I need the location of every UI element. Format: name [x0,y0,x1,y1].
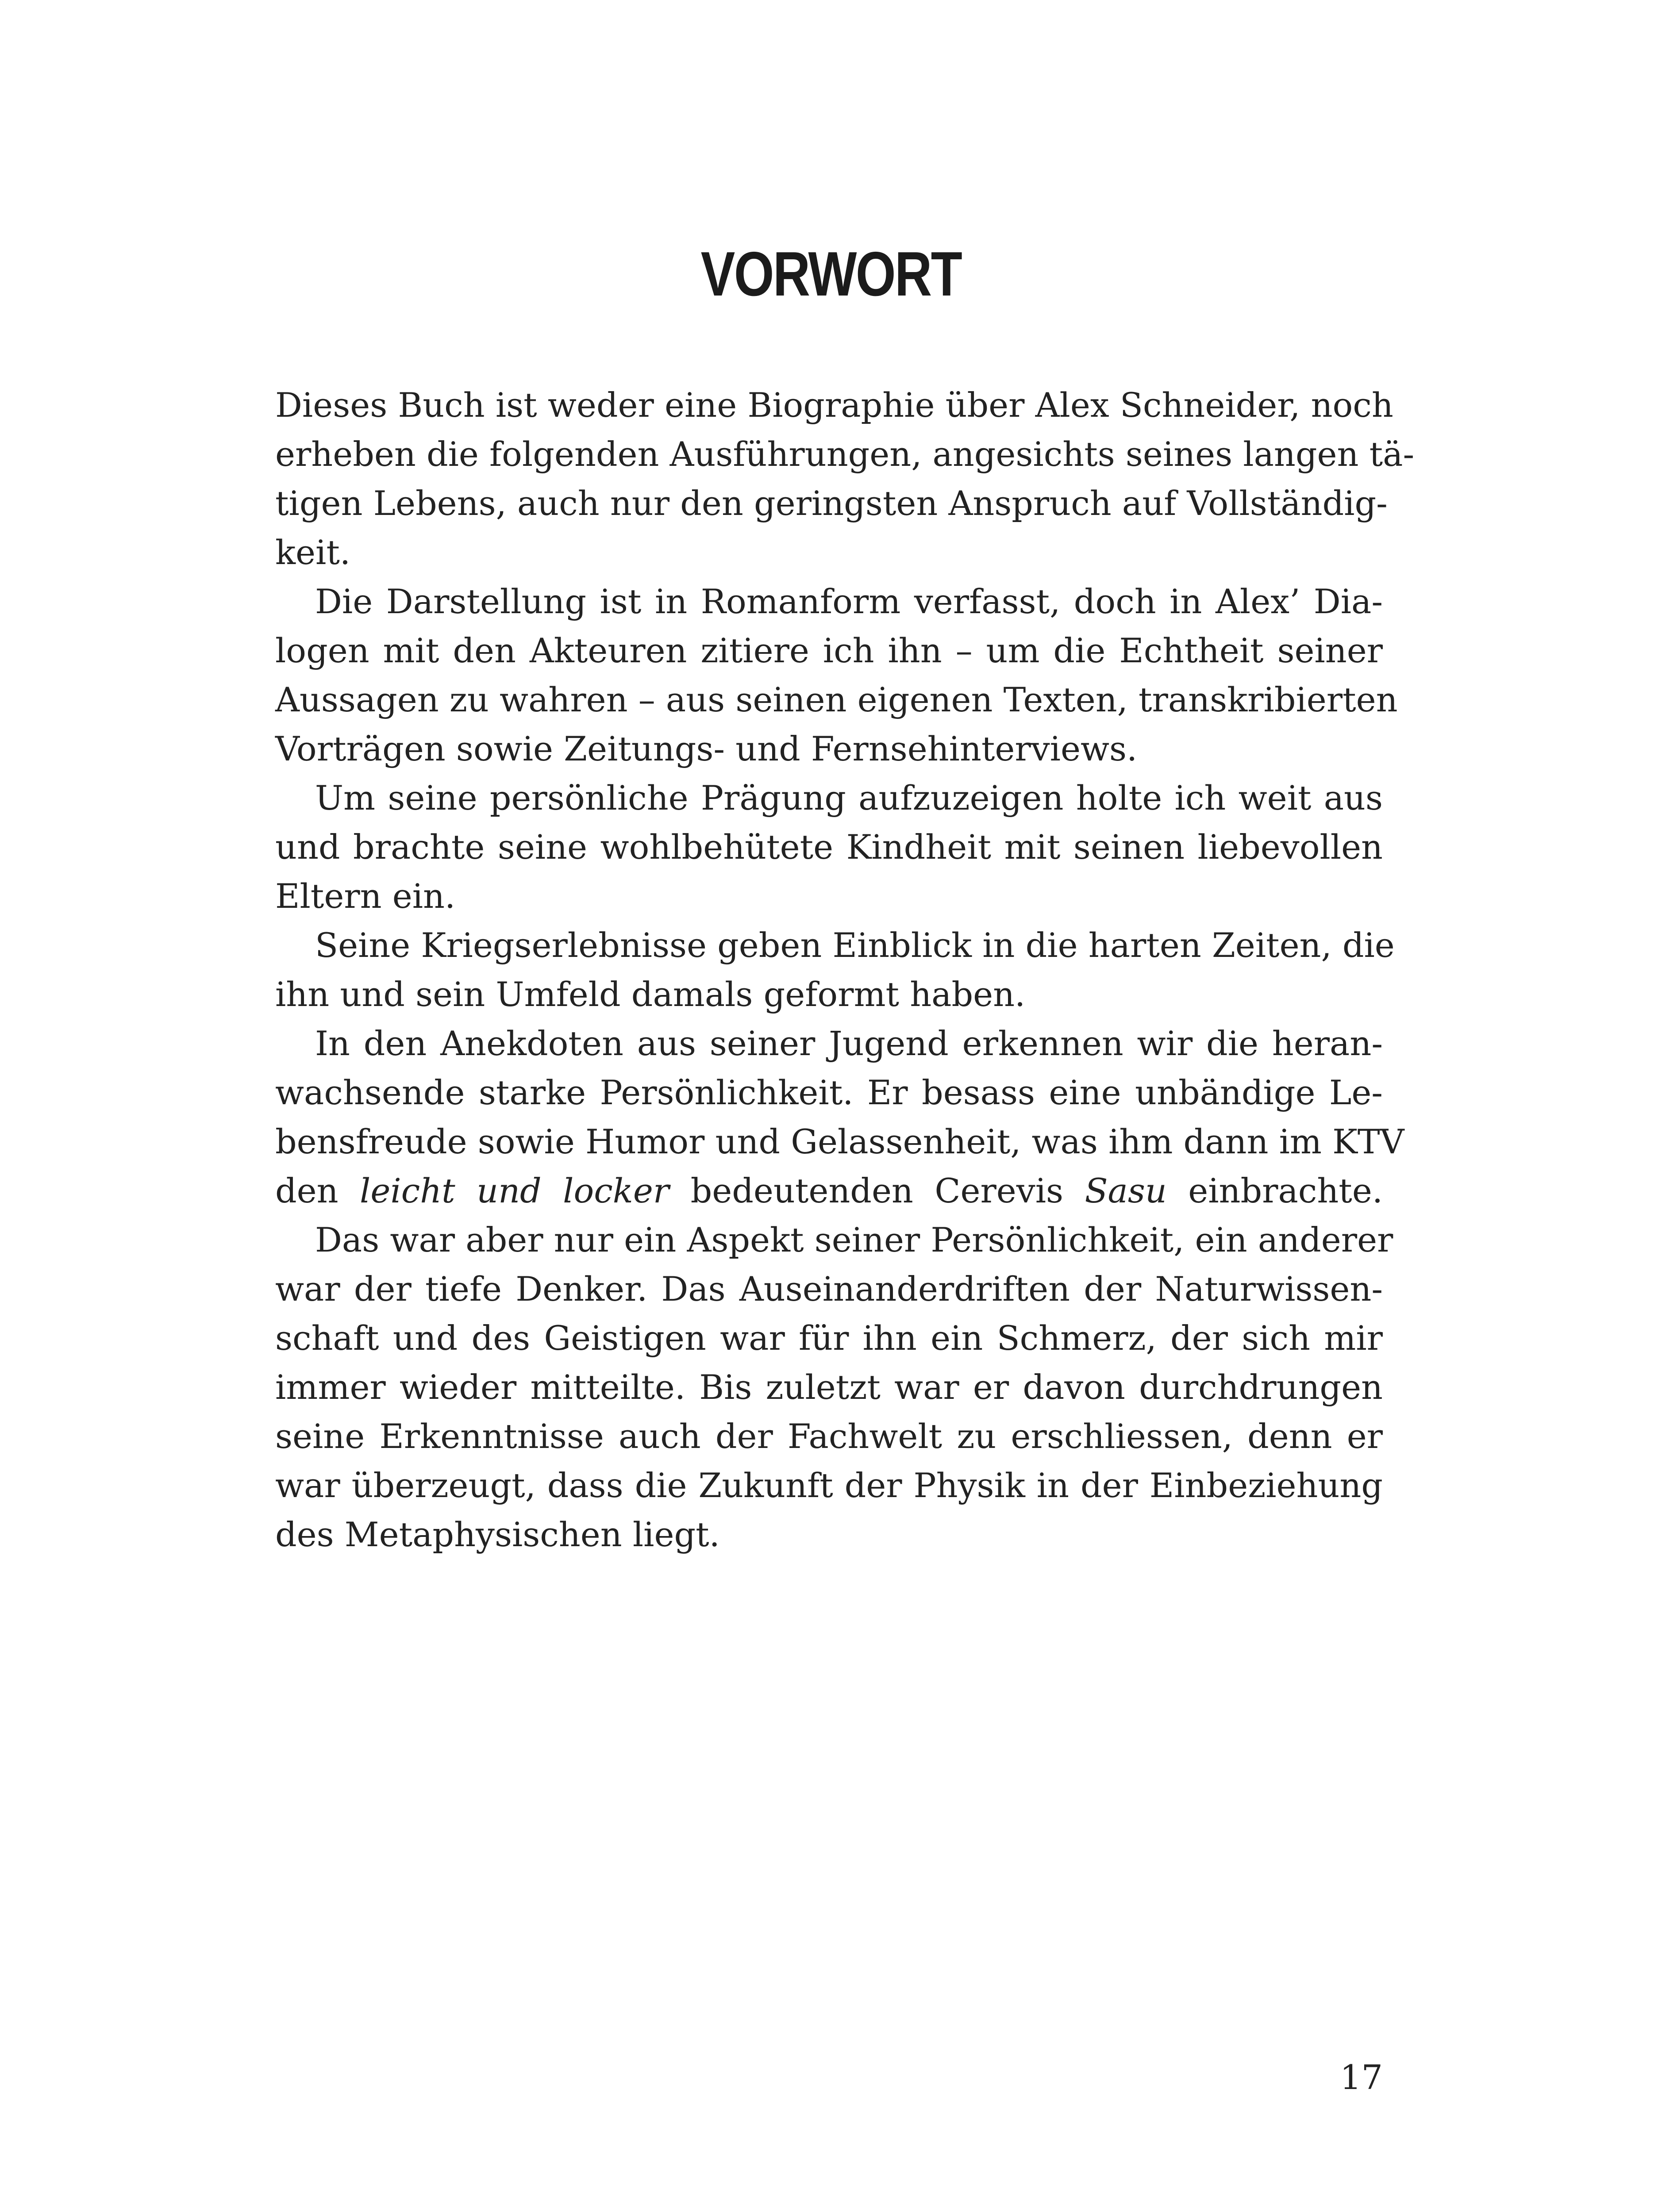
italic-phrase: leicht und locker [360,1171,669,1210]
text-line: Aussagen zu wahren – aus seinen eigenen Texten, transkribierten [275,680,1398,719]
page-title: VORWORT [700,239,962,309]
paragraph [275,921,1395,1019]
text-run: bedeutenden Cerevis [669,1171,1085,1210]
text-line: Eltern ein. [275,876,456,916]
paragraph [275,380,1415,577]
text-line: Das war aber nur ein Aspekt seiner Persönlichkeit, ein anderer [315,1220,1393,1260]
text-line [275,1166,1383,1215]
text-line: Um seine persönliche Prägung aufzuzeigen holte ich weit aus [315,778,1383,818]
text-line: Die Darstellung ist in Romanform verfasst, doch in Alex’ Dia- [315,582,1383,621]
paragraph [275,1019,1404,1215]
text-line: Dieses Buch ist weder eine Biographie über Alex Schneider, noch [275,385,1393,425]
text-line: Seine Kriegserlebnisse geben Einblick in die harten Zeiten, die [315,926,1395,965]
paragraph [275,773,1383,921]
text-line: schaft und des Geistigen war für ihn ein Schmerz, der sich mir [275,1318,1383,1358]
text-line: des Metaphysischen liegt. [275,1515,720,1554]
text-line: seine Erkenntnisse auch der Fachwelt zu erschliessen, denn er [275,1417,1383,1456]
text-line: logen mit den Akteuren zitiere ich ihn – um die Echtheit seiner [275,631,1383,670]
text-line: immer wieder mitteilte. Bis zuletzt war er davon durchdrungen [275,1367,1383,1407]
text-line: bensfreude sowie Humor und Gelassenheit, was ihm dann im KTV [275,1122,1404,1161]
text-line: war der tiefe Denker. Das Auseinanderdriften der Naturwissen- [275,1269,1383,1309]
paragraph [275,1215,1393,1559]
text-line: tigen Lebens, auch nur den geringsten Anspruch auf Vollständig- [275,484,1388,523]
text-line: Vorträgen sowie Zeitungs- und Fernsehinterviews. [275,729,1138,768]
page-number: 17 [1340,2058,1383,2097]
text-line: erheben die folgenden Ausführungen, angesichts seines langen tä- [275,434,1415,474]
foreword-text [275,380,1415,1559]
italic-nickname: Sasu [1085,1171,1167,1210]
text-line: und brachte seine wohlbehütete Kindheit mit seinen liebevollen [275,827,1383,867]
text-run: einbrachte. [1166,1171,1383,1210]
paragraph [275,577,1398,773]
text-line: war überzeugt, dass die Zukunft der Physik in der Einbeziehung [275,1466,1383,1505]
text-run: den [275,1171,360,1210]
text-line: ihn und sein Umfeld damals geformt haben. [275,975,1026,1014]
text-line: keit. [275,533,351,572]
text-line: wachsende starke Persönlichkeit. Er besass eine unbändige Le- [275,1073,1383,1112]
text-line: In den Anekdoten aus seiner Jugend erkennen wir die heran- [315,1024,1383,1063]
